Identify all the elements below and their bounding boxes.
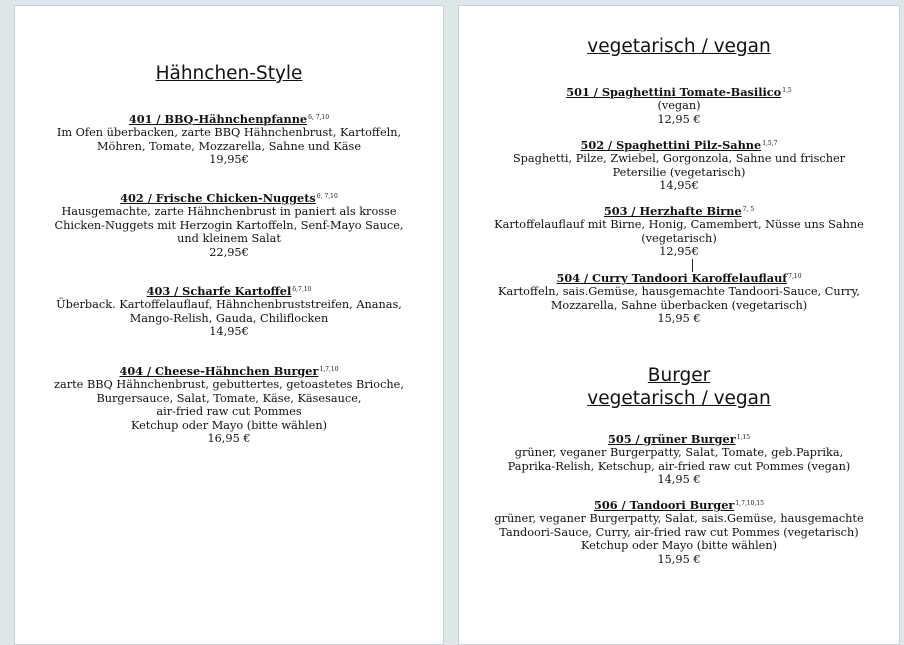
- menu-page-right: [458, 5, 900, 645]
- item-price: 12,95€: [659, 245, 699, 259]
- allergen-codes: 1,15: [736, 434, 751, 441]
- menu-item-402: [15, 190, 443, 259]
- item-price: 15,95 €: [657, 552, 701, 566]
- menu-item-501: [459, 84, 899, 126]
- section-title-burger-vegetarisch: vegetarisch / vegan: [587, 388, 771, 409]
- item-name: 402 / Frische Chicken-Nuggets: [120, 191, 316, 205]
- item-name: 503 / Herzhafte Birne: [603, 204, 742, 218]
- menu-item-502: [459, 137, 899, 193]
- allergen-codes: 7,10: [788, 273, 802, 280]
- item-description: Kartoffelauflauf mit Birne, Honig, Camembert, Nüsse uns Sahne (vegetarisch): [494, 218, 864, 245]
- item-description: grüner, veganer Burgerpatty, Salat, sais.Gemüse, hausgemachte Tandoori-Sauce, Curry, air-fried raw cut Pommes (vegetarisch) Ketchup oder Mayo (bitte wählen): [494, 512, 864, 553]
- item-price: 19,95€: [209, 153, 249, 167]
- item-description: Spaghetti, Pilze, Zwiebel, Gorgonzola, Sahne und frischer Petersilie (vegetarisch): [512, 152, 846, 179]
- item-name: 505 / grüner Burger: [607, 432, 736, 446]
- item-name: 401 / BBQ-Hähnchenpfanne: [128, 112, 308, 126]
- item-name: 502 / Spaghettini Pilz-Sahne: [580, 138, 762, 152]
- section-title-vegetarisch: vegetarisch / vegan: [587, 36, 771, 57]
- allergen-codes: 7, 5: [742, 206, 755, 213]
- menu-item-503: [459, 203, 899, 259]
- menu-item-504: [459, 270, 899, 326]
- item-price: 16,95 €: [207, 432, 251, 446]
- item-description: (vegan): [657, 99, 701, 113]
- allergen-codes: 1,5,7: [762, 140, 778, 147]
- menu-item-505: [459, 431, 899, 487]
- menu-item-404: [15, 363, 443, 445]
- item-name: 504 / Curry Tandoori Karoffelauflauf: [556, 271, 788, 285]
- item-description: zarte BBQ Hähnchenbrust, gebuttertes, getoastetes Brioche, Burgersauce, Salat, Tomate, Käse, Käsesauce, air-fried raw cut Pommes Ketchup oder Mayo (bitte wählen): [54, 378, 404, 432]
- item-description: Hausgemachte, zarte Hähnchenbrust in paniert als krosse Chicken-Nuggets mit Herzogin Kartoffeln, Senf-Mayo Sauce, und kleinem Salat: [54, 205, 404, 246]
- item-price: 14,95 €: [657, 473, 701, 487]
- item-price: 12,95 €: [657, 112, 701, 126]
- item-description: Kartoffeln, sais.Gemüse, hausgemachte Tandoori-Sauce, Curry, Mozzarella, Sahne überbacken (vegetarisch): [498, 285, 860, 312]
- allergen-codes: 1,5: [782, 87, 792, 94]
- item-description: grüner, veganer Burgerpatty, Salat, Tomate, geb.Paprika, Paprika-Relish, Ketschup, air-fried raw cut Pommes (vegan): [507, 446, 851, 473]
- item-price: 14,95€: [659, 179, 699, 193]
- item-name: 501 / Spaghettini Tomate-Basilico: [566, 85, 782, 99]
- menu-item-401: [15, 111, 443, 167]
- section-title-haehnchen: Hähnchen-Style: [155, 63, 303, 84]
- allergen-codes: 6,7,10: [292, 286, 312, 293]
- allergen-codes: 6, 7,10: [308, 114, 330, 121]
- item-price: 15,95 €: [657, 312, 701, 326]
- menu-item-506: [459, 497, 899, 566]
- item-price: 22,95€: [209, 245, 249, 259]
- allergen-codes: 1,7,10,15: [735, 500, 764, 507]
- allergen-codes: 1,7,10: [319, 366, 339, 373]
- item-name: 404 / Cheese-Hähnchen Burger: [119, 364, 319, 378]
- section-title-burger: Burger: [647, 365, 711, 386]
- item-price: 14,95€: [209, 325, 249, 339]
- item-description: Überback. Kartoffelauflauf, Hähnchenbruststreifen, Ananas, Mango-Relish, Gauda, Chiliflocken: [56, 298, 402, 325]
- menu-item-403: [15, 283, 443, 339]
- menu-page-left: [14, 5, 444, 645]
- item-description: Im Ofen überbacken, zarte BBQ Hähnchenbrust, Kartoffeln, Möhren, Tomate, Mozzarella, Sahne und Käse: [56, 126, 402, 153]
- item-name: 506 / Tandoori Burger: [594, 498, 735, 512]
- item-name: 403 / Scharfe Kartoffel: [146, 284, 292, 298]
- allergen-codes: 6, 7,10: [316, 193, 338, 200]
